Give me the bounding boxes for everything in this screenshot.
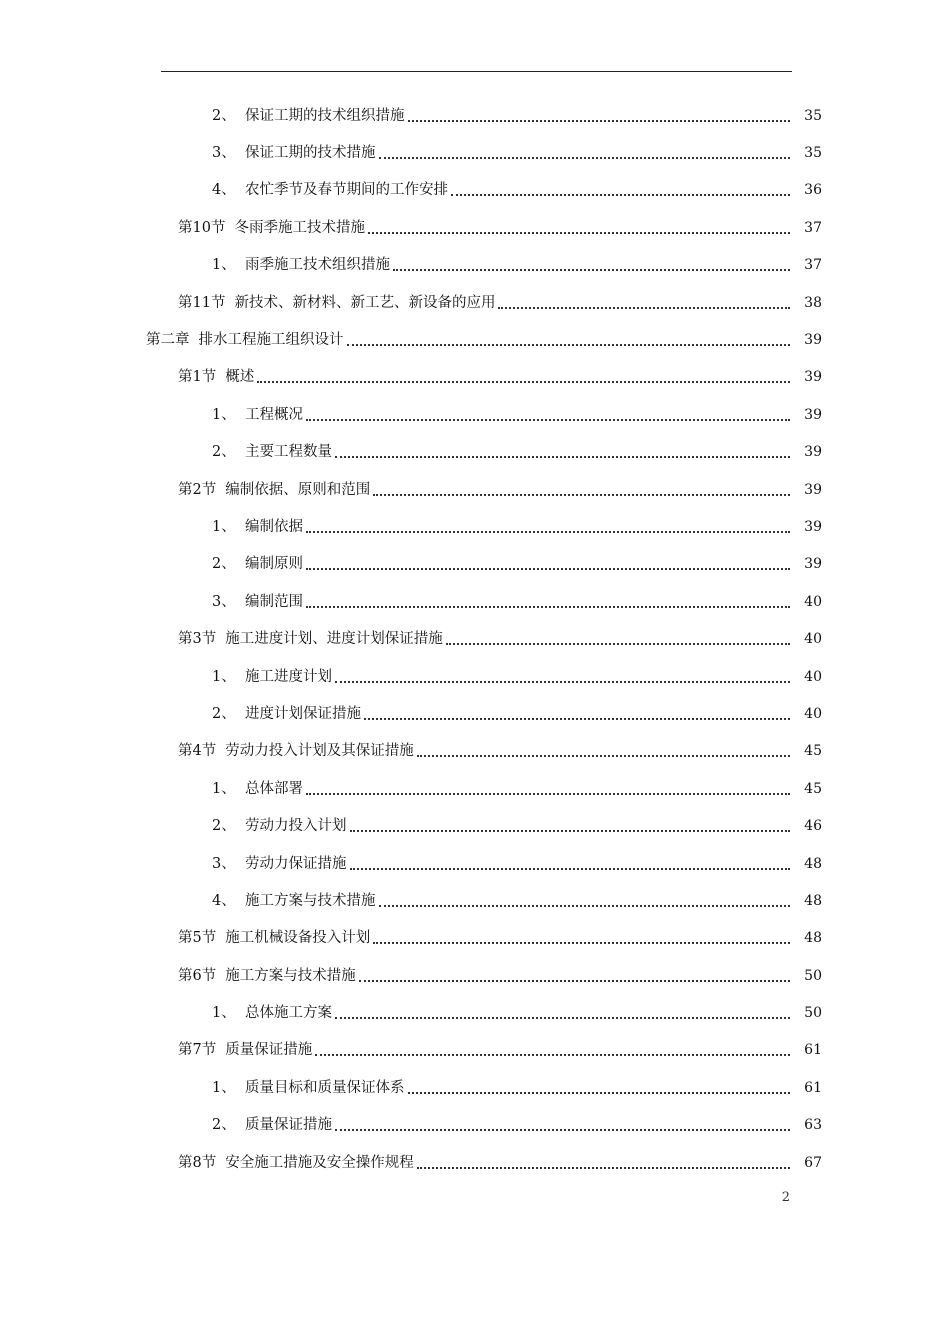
toc-entry-title: 施工进度计划、进度计划保证措施 <box>225 631 443 648</box>
toc-entry[interactable] <box>0 321 950 358</box>
toc-entry-page-number: 67 <box>804 1154 822 1171</box>
toc-entry-page-number: 63 <box>804 1117 822 1134</box>
toc-entry[interactable] <box>0 994 950 1031</box>
toc-entry-title: 施工方案与技术措施 <box>225 967 356 984</box>
toc-entry-page-number: 38 <box>804 294 822 311</box>
toc-entry-page-number: 48 <box>804 855 822 872</box>
toc-dot-leader <box>335 681 790 683</box>
toc-dot-leader <box>451 194 790 196</box>
toc-dot-leader <box>408 120 791 122</box>
toc-dot-leader <box>335 1129 790 1131</box>
toc-entry-number: 第5节 <box>178 930 217 947</box>
toc-entry-page-number: 40 <box>804 593 822 610</box>
toc-dot-leader <box>498 307 790 309</box>
toc-entry-page-number: 35 <box>804 145 822 162</box>
toc-entry-title: 编制范围 <box>245 593 303 610</box>
toc-entry-page-number: 39 <box>804 556 822 573</box>
toc-dot-leader <box>417 1167 790 1169</box>
toc-entry[interactable] <box>0 209 950 246</box>
toc-entry[interactable] <box>0 172 950 209</box>
toc-dot-leader <box>306 793 790 795</box>
toc-entry-number: 2、 <box>212 556 236 573</box>
toc-entry-page-number: 46 <box>804 818 822 835</box>
toc-entry-page-number: 39 <box>804 332 822 349</box>
toc-entry-number: 第8节 <box>178 1154 217 1171</box>
toc-entry[interactable] <box>0 97 950 134</box>
toc-entry-title: 劳动力投入计划及其保证措施 <box>225 743 414 760</box>
toc-entry-page-number: 39 <box>804 406 822 423</box>
toc-entry-title: 主要工程数量 <box>245 444 332 461</box>
toc-entry-title: 排水工程施工组织设计 <box>198 332 344 349</box>
toc-entry-page-number: 48 <box>804 892 822 909</box>
toc-entry[interactable] <box>0 695 950 732</box>
toc-entry-title: 概述 <box>225 369 255 386</box>
toc-dot-leader <box>257 381 790 383</box>
toc-dot-leader <box>373 942 790 944</box>
toc-entry-page-number: 50 <box>804 967 822 984</box>
toc-entry-number: 1、 <box>212 668 236 685</box>
toc-entry-page-number: 39 <box>804 369 822 386</box>
toc-entry[interactable] <box>0 845 950 882</box>
toc-entry-title: 编制原则 <box>245 556 303 573</box>
toc-entry-page-number: 40 <box>804 631 822 648</box>
toc-entry[interactable] <box>0 882 950 919</box>
header-rule <box>161 71 792 72</box>
toc-dot-leader <box>335 456 790 458</box>
toc-entry-number: 1、 <box>212 1005 236 1022</box>
toc-entry-number: 第4节 <box>178 743 217 760</box>
toc-dot-leader <box>350 868 791 870</box>
toc-dot-leader <box>335 1017 790 1019</box>
toc-dot-leader <box>368 232 790 234</box>
toc-entry-number: 3、 <box>212 855 236 872</box>
toc-entry[interactable] <box>0 620 950 657</box>
toc-entry-number: 2、 <box>212 107 236 124</box>
toc-dot-leader <box>306 606 790 608</box>
toc-entry-title: 冬雨季施工技术措施 <box>234 219 365 236</box>
toc-entry[interactable] <box>0 284 950 321</box>
toc-entry-number: 第11节 <box>178 294 226 311</box>
toc-entry-title: 质量目标和质量保证体系 <box>245 1079 405 1096</box>
toc-dot-leader <box>306 568 790 570</box>
toc-entry[interactable] <box>0 134 950 171</box>
toc-entry-page-number: 61 <box>804 1079 822 1096</box>
toc-dot-leader <box>373 494 790 496</box>
toc-dot-leader <box>350 830 791 832</box>
toc-entry[interactable] <box>0 434 950 471</box>
toc-entry-title: 劳动力投入计划 <box>245 818 347 835</box>
toc-entry-number: 第10节 <box>178 219 226 236</box>
toc-entry-page-number: 45 <box>804 743 822 760</box>
toc-entry-page-number: 50 <box>804 1005 822 1022</box>
toc-entry-number: 2、 <box>212 705 236 722</box>
toc-entry[interactable] <box>0 359 950 396</box>
toc-entry-page-number: 37 <box>804 257 822 274</box>
toc-dot-leader <box>408 1092 791 1094</box>
toc-entry-title: 总体部署 <box>245 780 303 797</box>
toc-entry-page-number: 35 <box>804 107 822 124</box>
toc-entry-page-number: 37 <box>804 219 822 236</box>
toc-entry-title: 施工方案与技术措施 <box>245 892 376 909</box>
toc-entry-page-number: 45 <box>804 780 822 797</box>
toc-entry-number: 2、 <box>212 818 236 835</box>
toc-entry-number: 2、 <box>212 444 236 461</box>
toc-dot-leader <box>315 1054 790 1056</box>
toc-entry[interactable] <box>0 247 950 284</box>
toc-entry-title: 劳动力保证措施 <box>245 855 347 872</box>
toc-dot-leader <box>446 643 790 645</box>
toc-entry-number: 1、 <box>212 406 236 423</box>
toc-entry[interactable] <box>0 920 950 957</box>
toc-entry[interactable] <box>0 733 950 770</box>
toc-entry-number: 4、 <box>212 892 236 909</box>
toc-dot-leader <box>417 755 790 757</box>
toc-entry-title: 施工机械设备投入计划 <box>225 930 371 947</box>
toc-entry-page-number: 36 <box>804 182 822 199</box>
toc-entry[interactable] <box>0 658 950 695</box>
toc-entry-page-number: 39 <box>804 518 822 535</box>
toc-entry-page-number: 40 <box>804 705 822 722</box>
toc-entry[interactable] <box>0 1144 950 1181</box>
toc-entry[interactable] <box>0 957 950 994</box>
toc-entry-title: 保证工期的技术措施 <box>245 145 376 162</box>
toc-entry-number: 第6节 <box>178 967 217 984</box>
toc-entry-page-number: 39 <box>804 481 822 498</box>
toc-entry-number: 第7节 <box>178 1042 217 1059</box>
toc-entry-number: 2、 <box>212 1117 236 1134</box>
toc-entry[interactable] <box>0 396 950 433</box>
toc-entry[interactable] <box>0 546 950 583</box>
toc-entry-title: 质量保证措施 <box>225 1042 313 1059</box>
toc-entry-title: 编制依据、原则和范围 <box>225 481 371 498</box>
toc-entry-title: 雨季施工技术组织措施 <box>245 257 390 274</box>
toc-entry-number: 第二章 <box>146 332 190 349</box>
toc-entry[interactable] <box>0 1069 950 1106</box>
toc-entry-title: 工程概况 <box>245 406 303 423</box>
toc-entry[interactable] <box>0 1107 950 1144</box>
toc-entry-page-number: 39 <box>804 444 822 461</box>
toc-entry-number: 1、 <box>212 518 236 535</box>
table-of-contents <box>0 97 950 1181</box>
toc-entry-title: 进度计划保证措施 <box>245 705 361 722</box>
toc-entry-title: 质量保证措施 <box>245 1117 332 1134</box>
toc-entry-number: 第2节 <box>178 481 217 498</box>
toc-entry-title: 编制依据 <box>245 518 303 535</box>
toc-dot-leader <box>379 905 791 907</box>
toc-dot-leader <box>359 980 790 982</box>
toc-entry[interactable] <box>0 770 950 807</box>
toc-dot-leader <box>393 269 790 271</box>
toc-entry-title: 新技术、新材料、新工艺、新设备的应用 <box>234 294 496 311</box>
toc-entry[interactable] <box>0 1032 950 1069</box>
toc-dot-leader <box>306 531 790 533</box>
toc-dot-leader <box>379 157 791 159</box>
toc-dot-leader <box>347 344 791 346</box>
toc-entry-page-number: 61 <box>804 1042 822 1059</box>
toc-entry-number: 1、 <box>212 780 236 797</box>
toc-dot-leader <box>364 718 790 720</box>
toc-entry-number: 3、 <box>212 593 236 610</box>
toc-entry[interactable] <box>0 471 950 508</box>
toc-dot-leader <box>306 419 790 421</box>
toc-entry[interactable] <box>0 807 950 844</box>
toc-entry[interactable] <box>0 583 950 620</box>
toc-entry-number: 1、 <box>212 257 236 274</box>
toc-entry-number: 第3节 <box>178 631 217 648</box>
footer-page-number: 2 <box>781 1190 790 1205</box>
toc-entry-title: 保证工期的技术组织措施 <box>245 107 405 124</box>
toc-entry-title: 总体施工方案 <box>245 1005 332 1022</box>
toc-entry-title: 农忙季节及春节期间的工作安排 <box>245 182 448 199</box>
toc-entry[interactable] <box>0 508 950 545</box>
toc-entry-number: 4、 <box>212 182 236 199</box>
toc-entry-title: 施工进度计划 <box>245 668 332 685</box>
toc-entry-title: 安全施工措施及安全操作规程 <box>225 1154 414 1171</box>
toc-entry-number: 3、 <box>212 145 236 162</box>
toc-entry-page-number: 40 <box>804 668 822 685</box>
toc-entry-page-number: 48 <box>804 930 822 947</box>
toc-entry-number: 1、 <box>212 1079 236 1096</box>
toc-entry-number: 第1节 <box>178 369 217 386</box>
